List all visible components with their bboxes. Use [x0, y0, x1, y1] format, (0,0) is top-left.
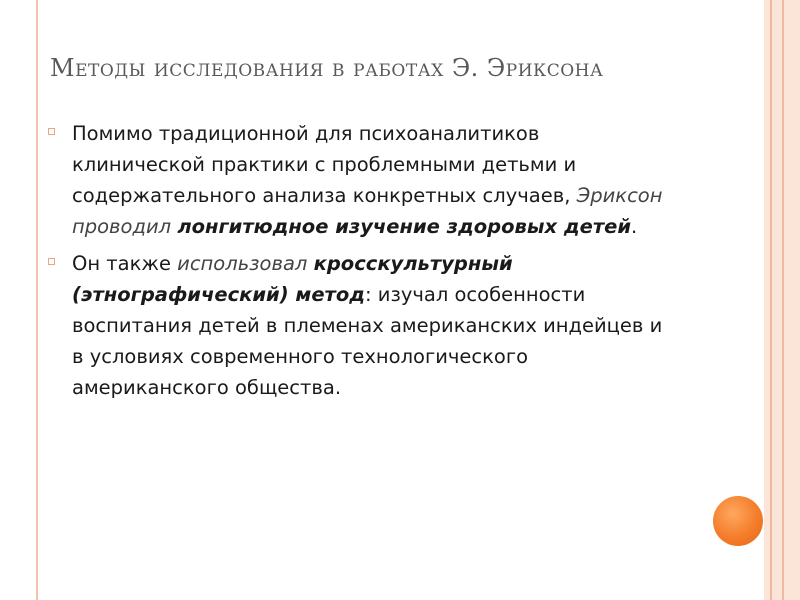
bullet-italic-text: Эриксон проводил [72, 184, 663, 238]
square-bullet-icon [48, 128, 55, 135]
bullet-item [48, 248, 668, 403]
bullet-italic-text: использовал [177, 252, 308, 275]
bullet-list [48, 118, 668, 409]
right-border-line [770, 0, 772, 600]
square-bullet-icon [48, 258, 55, 265]
bullet-item [48, 118, 668, 242]
bullet-text-end: . [631, 215, 638, 238]
orange-circle-decoration [713, 496, 763, 546]
bullet-emphasis-text: лонгитюдное изучение здоровых детей [177, 215, 632, 238]
right-border-line [782, 0, 784, 600]
bullet-text: Он также [72, 252, 178, 275]
bullet-emphasis-text: кросскультурный (этнографический) метод [72, 252, 513, 306]
bullet-text: Помимо традиционной для психоаналитиков клинической практики с проблемными детьми и содержательного анализа конкретных случаев, [72, 122, 577, 207]
left-border-decoration [0, 0, 38, 600]
bullet-text-end: : изучал особенности воспитания детей в племенах американских индейцев и в условиях современного технологического американского общества. [72, 283, 663, 399]
slide-title: Методы исследования в работах Э. Эриксона [50, 54, 604, 82]
